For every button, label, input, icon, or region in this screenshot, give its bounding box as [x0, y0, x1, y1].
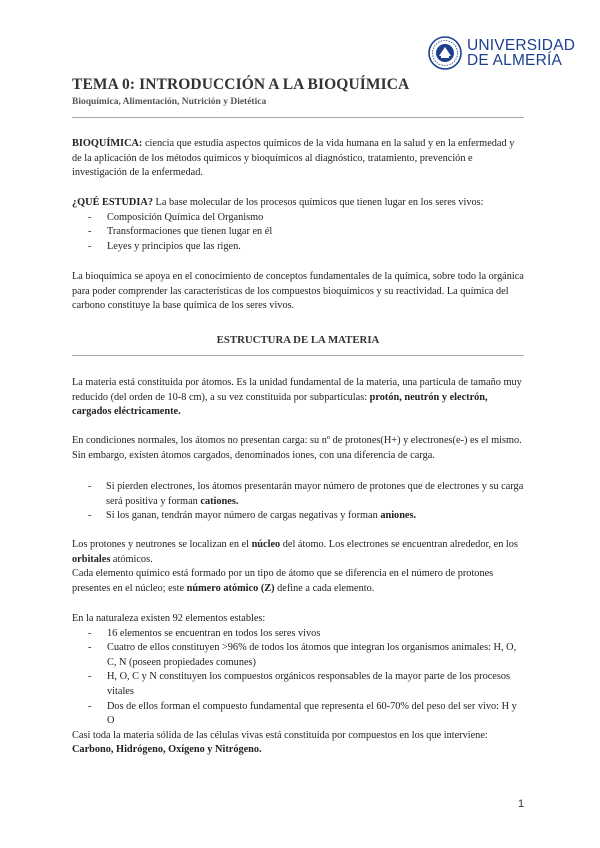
list-item: - H, O, C y N constituyen los compuestos orgánicos responsables de la mayor parte de los procesos vitales	[72, 670, 524, 699]
list-item: - 16 elementos se encuentran en todos los seres vivos	[72, 627, 524, 642]
list-item: - Dos de ellos forman el compuesto fundamental que representa el 60-70% del peso del ser vivo: H y O	[72, 700, 524, 729]
materia-text: La materia está constituida por átomos. Es la unidad fundamental de la materia, una partícula de tamaño muy reducido (del orden de 10-8 cm), a su vez constituida por subpartículas:	[72, 377, 522, 403]
elementos-closing-bold: Carbono, Hidrógeno, Oxígeno y Nitrógeno.	[72, 744, 262, 756]
definition-text: ciencia que estudia aspectos químicos de la vida humana en la salud y en la enfermedad y de la aplicación de los métodos químicos y bioquímicos al diagnóstico, tratamiento, prevención e investigación de la enfermedad.	[72, 138, 515, 179]
list-item: - Si los ganan, tendrán mayor número de cargas negativas y forman aniones.	[72, 509, 524, 524]
elementos-block	[72, 612, 524, 758]
que-estudia-question: ¿QUÉ ESTUDIA?	[72, 197, 153, 208]
logo-line-1: UNIVERSIDAD	[467, 37, 576, 54]
logo-line-2: DE ALMERÍA	[467, 52, 563, 69]
list-item: - Composición Química del Organismo	[72, 211, 524, 226]
nucleo-block	[72, 538, 524, 596]
elementos-list	[72, 627, 524, 729]
university-seal-icon	[428, 36, 462, 70]
section-title: ESTRUCTURA DE LA MATERIA	[216, 334, 380, 346]
list-item: - Cuatro de ellos constituyen >96% de todos los átomos que integran los organismos animales: H, O, C, N (poseen propiedades comunes)	[72, 641, 524, 670]
que-estudia-list	[72, 211, 524, 255]
list-item: - Leyes y principios que las rigen.	[72, 240, 524, 255]
university-logo	[428, 36, 575, 70]
section-divider	[72, 355, 524, 356]
page-subtitle: Bioquímica, Alimentación, Nutrición y Dietética	[72, 97, 267, 107]
iones-block	[72, 480, 524, 524]
title-divider	[72, 117, 524, 118]
page-number: 1	[518, 798, 525, 810]
page-title: TEMA 0: INTRODUCCIÓN A LA BIOQUÍMICA	[72, 76, 410, 93]
list-item: - Si pierden electrones, los átomos presentarán mayor número de protones que de electrones y su carga será positiva y forman cationes.	[72, 480, 524, 509]
definition-paragraph	[72, 137, 524, 181]
elementos-intro: En la naturaleza existen 92 elementos estables:	[72, 613, 266, 624]
materia-bold: protón, neutrón y electrón, cargados eléctricamente.	[72, 391, 488, 418]
iones-list	[72, 480, 524, 524]
nucleo-paragraph: Los protones y neutrones se localizan en el núcleo del átomo. Los electrones se encuentran alrededor, en los orbitales atómicos.	[72, 539, 518, 565]
definition-term: BIOQUÍMICA:	[72, 138, 143, 149]
numero-atomico-paragraph: Cada elemento químico está formado por un tipo de átomo que se diferencia en el número de protones presentes en el núcleo; este número atómico (Z) define a cada elemento.	[72, 568, 494, 594]
intro-paragraph: La bioquímica se apoya en el conocimiento de conceptos fundamentales de la química, sobre todo la orgánica para poder comprender las características de los compuestos bioquímicos y su reactividad. La química del carbono constituye la base química de los seres vivos.	[72, 271, 524, 312]
elementos-closing: Casi toda la materia sólida de las células vivas está constituida por compuestos en los que interviene:	[72, 729, 488, 741]
que-estudia-text: La base molecular de los procesos químicos que tienen lugar en los seres vivos:	[152, 197, 484, 208]
list-item: - Transformaciones que tienen lugar en él	[72, 225, 524, 240]
condiciones-paragraph: En condiciones normales, los átomos no presentan carga: su nº de protones(H+) y electrones(e-) es el mismo. Sin embargo, existen átomos cargados, denominados iones, con una diferencia de carga.	[72, 435, 522, 461]
que-estudia-block	[72, 196, 524, 254]
materia-paragraph	[72, 376, 524, 420]
